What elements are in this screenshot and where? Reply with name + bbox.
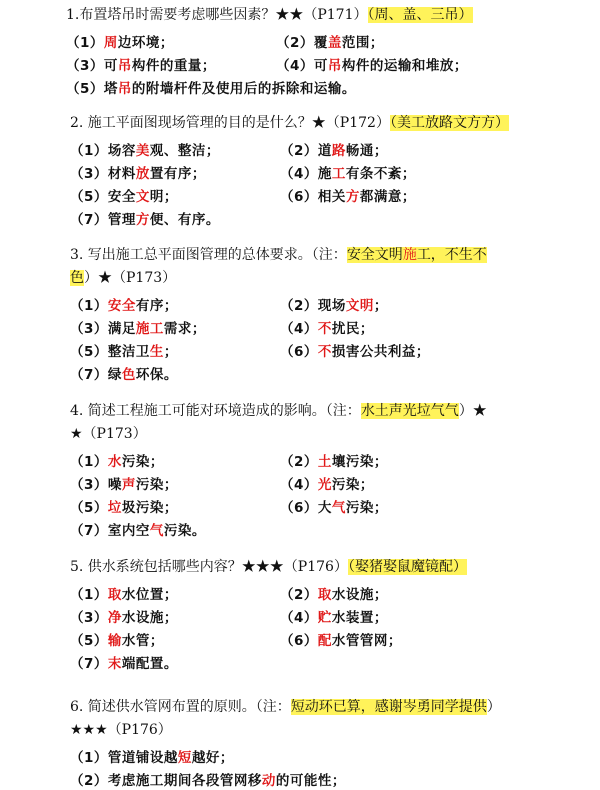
item-row — [70, 650, 570, 673]
list-item — [280, 317, 374, 337]
item-row — [70, 206, 570, 229]
key-character: 方 — [135, 211, 150, 228]
key-character: 不 — [317, 343, 332, 360]
item-text: 噪 — [107, 476, 122, 493]
key-character: 光 — [317, 476, 332, 493]
key-character: 配 — [317, 632, 332, 649]
item-text: 构件的重量； — [131, 57, 216, 74]
item-number: （3） — [66, 57, 104, 74]
mnemonic-text: 工，不生不 — [416, 247, 487, 263]
item-row — [70, 471, 570, 494]
key-character: 输 — [107, 632, 122, 649]
item-number: （3） — [70, 609, 108, 626]
item-text: 水装置； — [331, 609, 388, 626]
list-item — [66, 54, 276, 74]
item-number: （4） — [276, 57, 314, 74]
list-item — [66, 31, 276, 51]
list-item — [70, 496, 280, 516]
item-number: （1） — [70, 749, 108, 766]
item-text: 满足 — [107, 320, 136, 337]
question-text: 4. 简述工程施工可能对环境造成的影响。（注： — [70, 403, 361, 419]
list-item — [70, 208, 280, 228]
key-character: 安全 — [107, 297, 136, 314]
item-number: （4） — [280, 476, 318, 493]
item-row — [70, 183, 570, 206]
list-item — [280, 162, 416, 182]
item-text: 污染； — [345, 499, 388, 516]
item-number: （6） — [280, 499, 318, 516]
item-text: 畅通； — [345, 142, 388, 159]
item-text: 水设施； — [121, 609, 178, 626]
question-heading — [70, 108, 570, 135]
item-text: 观、整洁； — [149, 142, 220, 159]
item-number: （6） — [280, 188, 318, 205]
key-character: 短 — [177, 749, 192, 766]
item-number: （7） — [70, 655, 108, 672]
item-number: （7） — [70, 522, 108, 539]
list-item — [70, 450, 280, 470]
item-number: （7） — [70, 366, 108, 383]
list-item — [280, 185, 416, 205]
item-text: 现场 — [317, 297, 346, 314]
key-character: 方 — [345, 188, 360, 205]
item-text: 管理 — [107, 211, 136, 228]
item-number: （4） — [280, 320, 318, 337]
item-row — [70, 581, 570, 604]
list-item — [70, 746, 234, 766]
key-character: 放 — [135, 165, 150, 182]
item-row — [70, 315, 570, 338]
item-text: 范围； — [341, 34, 384, 51]
item-row — [70, 361, 570, 384]
question-text: 5. 供水系统包括哪些内容？★★★（P176） — [70, 559, 348, 575]
item-text: 扰民； — [331, 320, 374, 337]
list-item — [70, 652, 280, 672]
list-item — [70, 473, 280, 493]
item-row — [66, 75, 566, 98]
item-text: 可 — [103, 57, 118, 74]
key-character: 取 — [317, 586, 332, 603]
item-text: 整洁卫 — [107, 343, 150, 360]
key-character: 文明 — [345, 297, 374, 314]
item-number: （1） — [70, 142, 108, 159]
item-number: （1） — [70, 297, 108, 314]
item-text: 大 — [317, 499, 332, 516]
item-text: 有序； — [135, 297, 178, 314]
question-text: 6. 简述供水管网布置的原则。（注： — [70, 699, 291, 715]
item-text: 的可能性； — [275, 772, 346, 789]
key-character: 贮 — [317, 609, 332, 626]
list-item — [280, 294, 388, 314]
item-row — [70, 744, 570, 767]
item-text: 水管管网； — [331, 632, 402, 649]
key-character: 色 — [121, 366, 136, 383]
item-text: 场容 — [107, 142, 136, 159]
item-row — [70, 517, 570, 540]
question-text: ）★ — [458, 403, 487, 419]
item-number: （1） — [70, 453, 108, 470]
list-item — [280, 139, 388, 159]
item-text: 的附墙杆件及使用后的拆除和运输。 — [131, 80, 356, 97]
list-item — [70, 340, 280, 360]
mnemonic-highlight — [347, 247, 487, 263]
item-text: 都满意； — [359, 188, 416, 205]
key-character: 取 — [107, 586, 122, 603]
list-item — [70, 139, 280, 159]
question-section-5 — [70, 552, 570, 673]
item-row — [70, 448, 570, 471]
item-number: （2） — [280, 453, 318, 470]
key-character: 净 — [107, 609, 122, 626]
item-number: （3） — [70, 476, 108, 493]
list-item — [66, 77, 356, 97]
key-character: 盖 — [327, 34, 342, 51]
item-text: 构件的运输和堆放； — [341, 57, 468, 74]
item-number: （5） — [66, 80, 104, 97]
key-character: 末 — [107, 655, 122, 672]
list-item — [280, 450, 388, 470]
item-number: （7） — [70, 211, 108, 228]
item-text: 越好； — [191, 749, 234, 766]
item-number: （1） — [66, 34, 104, 51]
question-text: 2. 施工平面图现场管理的目的是什么？★（P172） — [70, 115, 390, 131]
item-row — [66, 52, 566, 75]
question-heading — [70, 396, 570, 446]
question-stars: ★★★（P176） — [70, 722, 172, 738]
list-item — [70, 185, 280, 205]
mnemonic-highlight: 水土声光垃气气 — [360, 403, 459, 419]
question-text: 3. 写出施工总平面图管理的总体要求。（注： — [70, 247, 347, 263]
item-number: （5） — [70, 188, 108, 205]
item-text: 有条不紊； — [345, 165, 416, 182]
question-text: ） — [486, 699, 501, 715]
key-character: 动 — [261, 772, 276, 789]
item-row — [70, 137, 570, 160]
item-number: （4） — [280, 165, 318, 182]
item-row — [66, 29, 566, 52]
question-section-4 — [70, 396, 570, 540]
item-row — [70, 338, 570, 361]
item-number: （3） — [70, 165, 108, 182]
list-item — [70, 629, 280, 649]
question-stars: ★（P173） — [70, 426, 147, 442]
key-character: 不 — [317, 320, 332, 337]
item-number: （2） — [70, 772, 108, 789]
question-section-3 — [70, 240, 570, 384]
item-text: 污染； — [135, 476, 178, 493]
item-number: （5） — [70, 632, 108, 649]
item-text: 相关 — [317, 188, 346, 205]
question-heading — [70, 552, 570, 579]
item-text: 置有序； — [149, 165, 206, 182]
item-text: 安全 — [107, 188, 136, 205]
mnemonic-highlight: （美工放路文方方） — [389, 115, 509, 131]
key-character: 路 — [331, 142, 346, 159]
list-item — [280, 473, 374, 493]
key-character: 美 — [135, 142, 150, 159]
key-character: 生 — [149, 343, 164, 360]
item-row — [70, 160, 570, 183]
list-item — [70, 317, 280, 337]
mnemonic-text: 安全文明 — [346, 247, 403, 263]
item-text: 水位置； — [121, 586, 178, 603]
list-item — [70, 583, 280, 603]
question-text: 1.布置塔吊时需要考虑哪些因素？★★（P171） — [66, 7, 368, 23]
key-character: 土 — [317, 453, 332, 470]
list-item — [280, 583, 388, 603]
item-text: 便、有序。 — [149, 211, 220, 228]
item-text: 环保。 — [135, 366, 178, 383]
mnemonic-highlight: （周、盖、三吊） — [367, 7, 473, 23]
item-row — [70, 494, 570, 517]
item-number: （1） — [70, 586, 108, 603]
list-item — [276, 54, 468, 74]
key-character: 垃 — [107, 499, 122, 516]
item-text: 边环境； — [117, 34, 174, 51]
item-text: 污染。 — [163, 522, 206, 539]
question-heading — [70, 240, 570, 290]
item-text: 污染； — [331, 476, 374, 493]
item-row — [70, 292, 570, 315]
item-text: 考虑施工期间各段管网移 — [107, 772, 262, 789]
key-character: 声 — [121, 476, 136, 493]
mnemonic-highlight: 色 — [70, 270, 84, 286]
list-item — [276, 31, 384, 51]
list-item — [70, 162, 280, 182]
mnemonic-key: 施 — [402, 247, 417, 263]
mnemonic-highlight: （娶猪娶鼠魔镜配） — [347, 559, 467, 575]
key-character: 吊 — [117, 80, 132, 97]
list-item — [280, 340, 430, 360]
item-number: （3） — [70, 320, 108, 337]
question-section-2 — [70, 108, 570, 229]
key-character: 水 — [107, 453, 122, 470]
question-text: ）★（P173） — [84, 270, 177, 286]
item-text: 污染； — [121, 453, 164, 470]
item-text: ； — [163, 343, 178, 360]
list-item — [70, 519, 280, 539]
item-number: （4） — [280, 609, 318, 626]
mnemonic-highlight: 短动环已算，感谢岑勇同学提供 — [290, 699, 487, 715]
list-item — [70, 606, 280, 626]
item-text: 可 — [313, 57, 328, 74]
item-row — [70, 627, 570, 650]
item-text: ； — [373, 297, 388, 314]
item-text: 水管； — [121, 632, 164, 649]
item-number: （6） — [280, 343, 318, 360]
item-text: 覆 — [313, 34, 328, 51]
question-heading — [70, 692, 570, 742]
question-heading — [66, 0, 566, 27]
key-character: 周 — [103, 34, 118, 51]
item-number: （2） — [280, 142, 318, 159]
key-character: 工 — [331, 165, 346, 182]
key-character: 吊 — [327, 57, 342, 74]
item-text: 施 — [317, 165, 332, 182]
question-section-1 — [66, 0, 566, 98]
item-text: 端配置。 — [121, 655, 178, 672]
item-number: （5） — [70, 499, 108, 516]
item-text: 圾污染； — [121, 499, 178, 516]
list-item — [280, 629, 402, 649]
item-number: （6） — [280, 632, 318, 649]
item-text: 塔 — [103, 80, 118, 97]
key-character: 文 — [135, 188, 150, 205]
item-text: 材料 — [107, 165, 136, 182]
item-text: 绿 — [107, 366, 122, 383]
key-character: 施工 — [135, 320, 164, 337]
item-number: （2） — [276, 34, 314, 51]
item-row — [70, 604, 570, 627]
item-text: 道 — [317, 142, 332, 159]
item-number: （2） — [280, 297, 318, 314]
item-text: 管道铺设越 — [107, 749, 178, 766]
list-item — [280, 496, 388, 516]
item-text: 水设施； — [331, 586, 388, 603]
question-section-6 — [70, 692, 570, 790]
item-number: （5） — [70, 343, 108, 360]
item-number: （2） — [280, 586, 318, 603]
item-text: 室内空 — [107, 522, 150, 539]
item-text: 需求； — [163, 320, 206, 337]
item-text: 壤污染； — [331, 453, 388, 470]
item-row — [70, 767, 570, 790]
list-item — [280, 606, 388, 626]
key-character: 吊 — [117, 57, 132, 74]
item-text: 损害公共利益； — [331, 343, 430, 360]
list-item — [70, 363, 280, 383]
key-character: 气 — [149, 522, 164, 539]
item-text: 明； — [149, 188, 178, 205]
list-item — [70, 294, 280, 314]
key-character: 气 — [331, 499, 346, 516]
